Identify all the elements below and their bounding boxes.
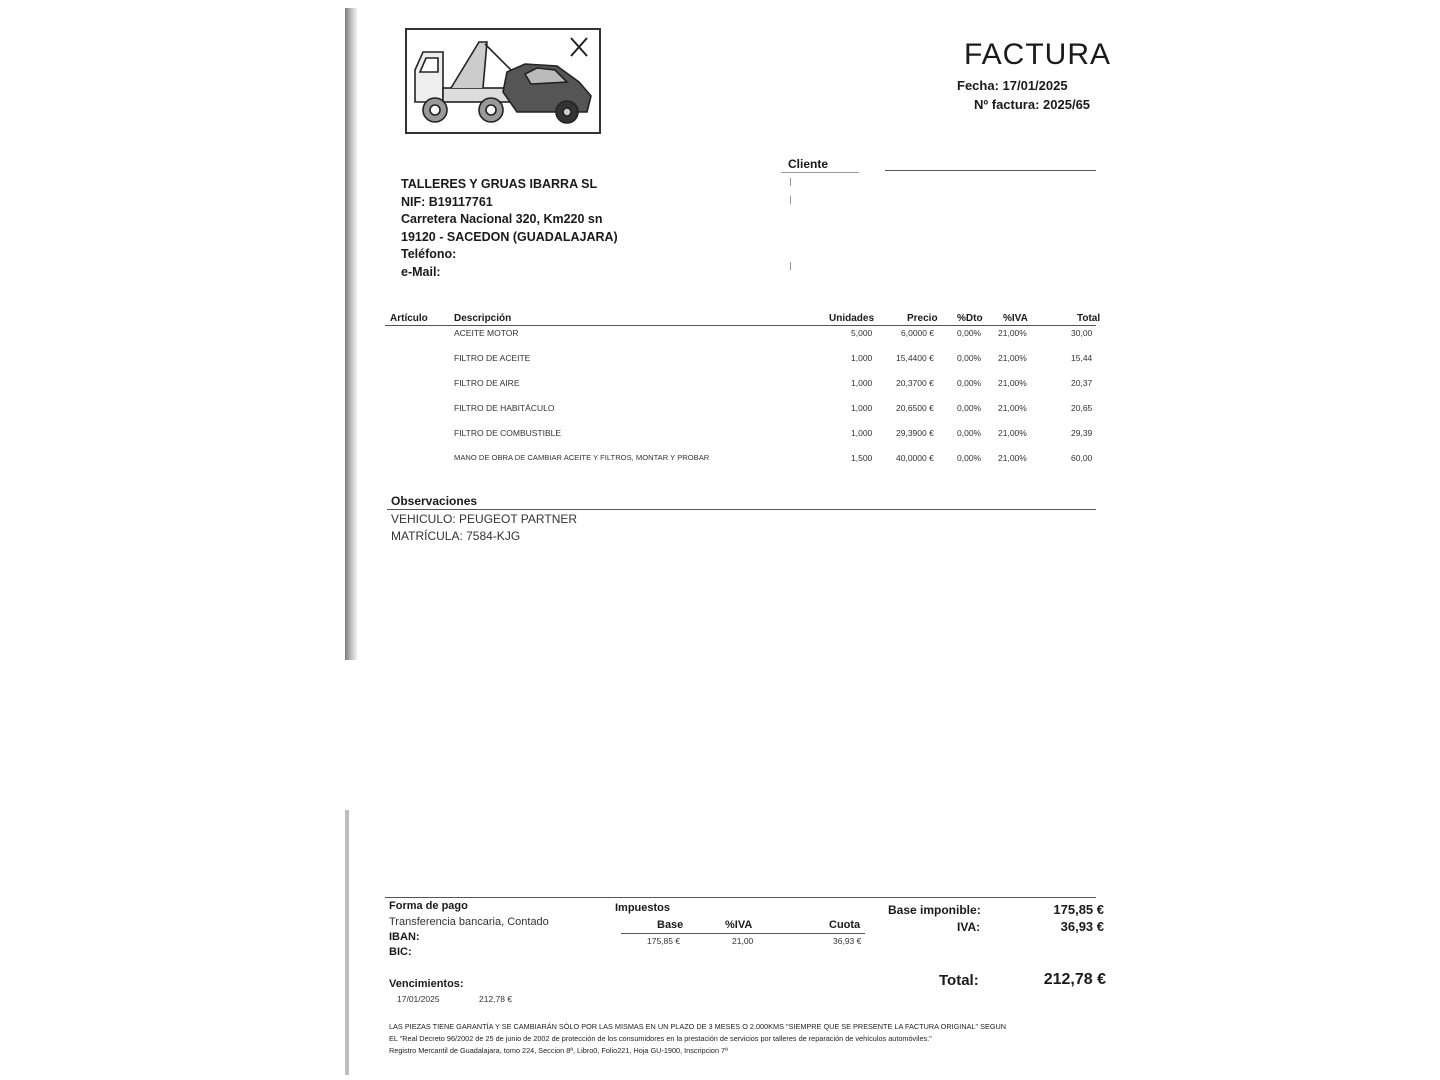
- row-description: FILTRO DE HABITÁCULO: [454, 403, 555, 413]
- client-mark: [790, 196, 791, 204]
- row-vat: 21,00%: [998, 378, 1027, 388]
- row-description: FILTRO DE ACEITE: [454, 353, 531, 363]
- row-total: 60,00: [1071, 453, 1093, 463]
- col-unidades: Unidades: [829, 313, 875, 324]
- bic-label: BIC:: [389, 946, 412, 958]
- payment-method: Transferencia bancaria, Contado: [389, 916, 549, 928]
- row-total: 20,65: [1071, 403, 1093, 413]
- iban-label: IBAN:: [389, 931, 420, 943]
- company-address: Carretera Nacional 320, Km220 sn: [401, 212, 603, 227]
- row-description: ACEITE MOTOR: [454, 328, 519, 338]
- client-line-left: [781, 172, 859, 173]
- row-total: 20,37: [1071, 378, 1093, 388]
- row-vat: 21,00%: [998, 403, 1027, 413]
- due-amount: 212,78 €: [479, 994, 513, 1004]
- row-units: 1,000: [851, 403, 873, 413]
- scan-shadow: [345, 8, 357, 660]
- client-label: Cliente: [788, 157, 829, 171]
- company-logo: [405, 28, 601, 134]
- row-vat: 21,00%: [998, 328, 1027, 338]
- observations-label: Observaciones: [391, 494, 478, 508]
- footer-rule: [385, 897, 1096, 898]
- tax-iva-value: 21,00: [732, 936, 754, 946]
- invoice-date: Fecha: 17/01/2025: [957, 78, 1068, 93]
- iva-value: 36,93 €: [1060, 919, 1104, 934]
- taxes-rule: [621, 933, 865, 934]
- tax-base-value: 175,85 €: [647, 936, 681, 946]
- row-price: 15,4400 €: [896, 353, 934, 363]
- scan-shadow-lower: [345, 810, 349, 1075]
- company-email: e-Mail:: [401, 264, 441, 279]
- row-total: 30,00: [1071, 328, 1093, 338]
- row-vat: 21,00%: [998, 428, 1027, 438]
- due-date: 17/01/2025: [397, 994, 440, 1004]
- col-articulo: Artículo: [390, 313, 428, 324]
- base-imponible-value: 175,85 €: [1053, 902, 1104, 917]
- document-title: FACTURA: [964, 38, 1112, 71]
- row-vat: 21,00%: [998, 453, 1027, 463]
- row-units: 1,000: [851, 378, 873, 388]
- row-description: FILTRO DE AIRE: [454, 378, 520, 388]
- row-units: 1,000: [851, 353, 873, 363]
- tax-cuota-header: Cuota: [829, 919, 861, 931]
- tow-truck-icon: [407, 30, 599, 132]
- client-line-right: [885, 170, 1096, 171]
- row-total: 15,44: [1071, 353, 1093, 363]
- invoice-number: Nº factura: 2025/65: [974, 97, 1091, 112]
- vehicle-info: VEHICULO: PEUGEOT PARTNER: [391, 512, 578, 526]
- col-total: Total: [1077, 313, 1101, 324]
- payment-label: Forma de pago: [389, 900, 468, 912]
- table-header-rule: [385, 325, 1096, 326]
- row-units: 5,000: [851, 328, 873, 338]
- row-price: 29,3900 €: [896, 428, 934, 438]
- row-description: MANO DE OBRA DE CAMBIAR ACEITE Y FILTROS, MONTAR Y PROBAR: [454, 453, 710, 462]
- row-units: 1,000: [851, 428, 873, 438]
- observations-rule: [387, 509, 1096, 510]
- company-nif: NIF: B19117761: [401, 194, 493, 209]
- col-dto: %Dto: [957, 313, 983, 324]
- invoice-page: [357, 0, 1112, 1080]
- total-label: Total:: [939, 972, 979, 989]
- due-label: Vencimientos:: [389, 978, 464, 990]
- client-mark: [790, 262, 791, 270]
- iva-label: IVA:: [957, 920, 981, 934]
- row-discount: 0,00%: [957, 378, 982, 388]
- company-phone: Teléfono:: [401, 247, 457, 262]
- col-descripcion: Descripción: [454, 313, 512, 324]
- row-total: 29,39: [1071, 428, 1093, 438]
- row-discount: 0,00%: [957, 328, 982, 338]
- legal-text: LAS PIEZAS TIENE GARANTÍA Y SE CAMBIARÁN SÓLO POR LAS MISMAS EN UN PLAZO DE 3 MESES O 2.000KMS "SIEMPRE QUE SE PRESENTE LA FACTURA ORIGINAL" SEGUN: [389, 1022, 1007, 1031]
- tax-iva-header: %IVA: [725, 919, 753, 931]
- row-units: 1,500: [851, 453, 873, 463]
- legal-text: EL "Real Decreto 96/2002 de 25 de junio de 2002 de protección de los consumidores en la prestación de servicios por talleres de reparación de vehículos automóviles.": [389, 1034, 932, 1043]
- client-mark: [790, 178, 791, 186]
- row-discount: 0,00%: [957, 353, 982, 363]
- legal-text: Registro Mercantil de Guadalajara, tomo 224, Seccion 8ª, Libro0, Folio221, Hoja GU-1900, Inscripcion 7ª: [389, 1046, 728, 1055]
- base-imponible-label: Base imponible:: [888, 903, 981, 917]
- taxes-label: Impuestos: [615, 902, 671, 914]
- row-price: 20,6500 €: [896, 403, 934, 413]
- row-price: 20,3700 €: [896, 378, 934, 388]
- row-discount: 0,00%: [957, 403, 982, 413]
- row-discount: 0,00%: [957, 428, 982, 438]
- row-discount: 0,00%: [957, 453, 982, 463]
- tax-cuota-value: 36,93 €: [833, 936, 862, 946]
- tax-base-header: Base: [657, 919, 684, 931]
- plate-info: MATRÍCULA: 7584-KJG: [391, 529, 521, 543]
- company-info: [401, 176, 618, 282]
- company-name: TALLERES Y GRUAS IBARRA SL: [401, 177, 598, 191]
- company-city: 19120 - SACEDON (GUADALAJARA): [401, 229, 618, 244]
- row-price: 40,0000 €: [896, 453, 934, 463]
- col-iva: %IVA: [1003, 313, 1028, 324]
- row-price: 6,0000 €: [901, 328, 935, 338]
- col-precio: Precio: [907, 313, 938, 324]
- row-vat: 21,00%: [998, 353, 1027, 363]
- total-value: 212,78 €: [1043, 971, 1106, 988]
- row-description: FILTRO DE COMBUSTIBLE: [454, 428, 562, 438]
